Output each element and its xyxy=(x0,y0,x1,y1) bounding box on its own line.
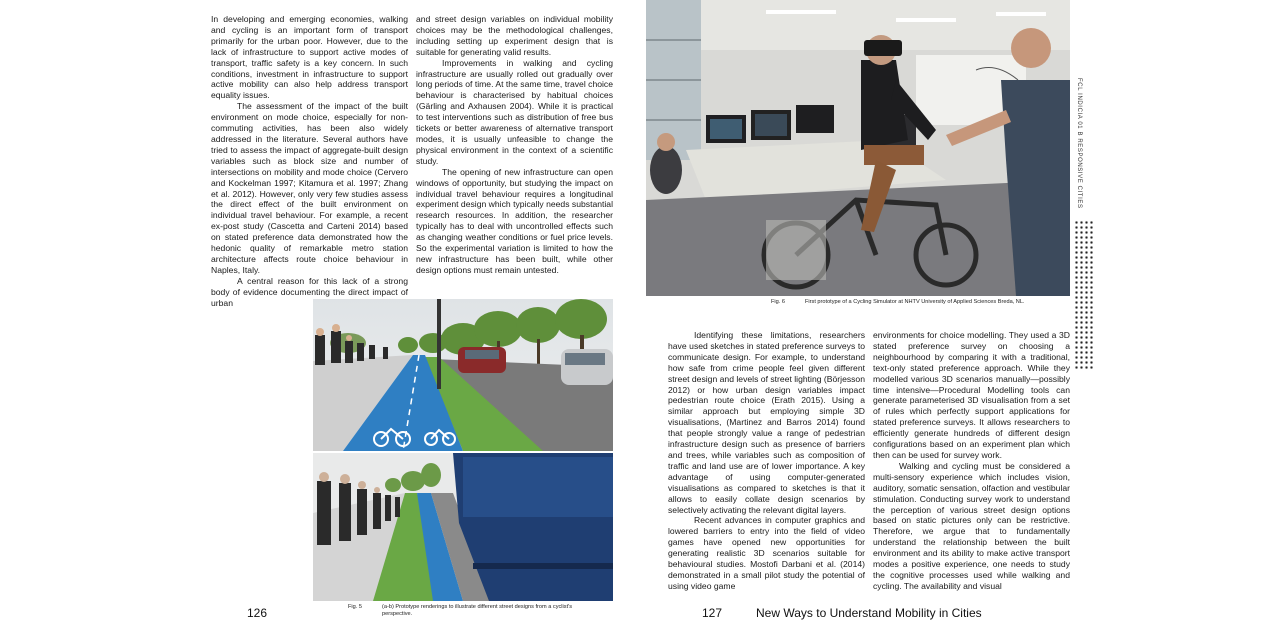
paragraph: The assessment of the impact of the built environment on mode choice, especially for non-commuting activities, has been also widely addressed in the literature. Several authors have tried to assess the impact of aggregate-built design variables such as block size and number of intersections on mobility and mode choice (Cervero and Kockelman 1997; Kitamura et al. 1997; Zhang et al. 2012). However, only very few studies assess the direct effect of the built environment on individual travel behaviour. For example, a recent ex-post study (Cascetta and Carteni 2014) based on stated preference data demonstrated how the hedonic quality of remarkable metro station architecture affects route choice behaviour in Naples, Italy. xyxy=(211,101,408,275)
running-head: New Ways to Understand Mobility in Cities xyxy=(756,606,982,620)
paragraph: Identifying these limitations, researchers have used sketches in stated preference surveys to communicate design. For example, to understand how safe from crime people feel given different street design and levels of street lighting (Börjesson 2012) or how urban design variables impact pedestrian route choice (Erath 2015). Using a similar approach but employing simple 3D visualisations, (Martinez and Barros 2014) found that people strongly value a range of pedestrian infrastructure design such as presence of barriers and trees, while variables such as composition of traffic and land use are of lower importance. A key advantage of using computer-generated visualisations as compared to sketches is that it allows to easily collate design scenarios by selectively activating the relevant digital layers. xyxy=(668,330,865,515)
left-page-column-2 xyxy=(416,14,613,276)
paragraph: Improvements in walking and cycling infrastructure are usually rolled out gradually over long periods of time. At the same time, travel choice behaviour is characterised by habitual choices (Gärling and Axhausen 2004). While it is practical to test interventions such as distribution of free bus tickets or better awareness of alternative transport modes, it is usually unfeasible to change the physical environment in the context of a scientific study. xyxy=(416,57,613,166)
paragraph: environments for choice modelling. They used a 3D stated preference survey on choosing a neighbourhood by comparing it with a traditional, text-only stated preference approach. While they modelled various 3D scenarios manually—possibly time intensive—Procedural Modelling tools can generate parameterised 3D visualisation from a set of rules which perfectly support applications for stated preference surveys. It allows researchers to efficiently generate hundreds of different design configurations based on an experiment plan which then can be used for survey work. xyxy=(873,330,1070,460)
paragraph: Walking and cycling must be considered a multi-sensory experience which includes vision, auditory, somatic sensation, olfaction and vestibular stimulation. Conducting survey work to understand the perception of various street design options based on static pictures only can be restrictive. Therefore, we argue that to fundamentally understand the relationship between the built environment and its ability to make active transport modes a positive experience, one needs to study the cognitive processes used while walking and cycling. The availability and visual xyxy=(873,460,1070,591)
right-page-column-2 xyxy=(873,330,1070,592)
decorative-dot-pattern xyxy=(1074,220,1094,370)
paragraph: The opening of new infrastructure can open windows of opportunity, but studying the impact on individual travel behaviour requires a longitudinal experiment design which typically needs substantial research resources. In addition, the researcher typically has to deal with uncontrolled effects such as changing weather conditions or fuel price levels. So the experimental variation is limited to how the new infrastructure has been built, while other design options must remain untested. xyxy=(416,166,613,275)
page-number-right: 127 xyxy=(702,606,723,620)
figure-5-caption xyxy=(348,604,588,620)
figure-6-caption xyxy=(771,299,1071,307)
paragraph: and street design variables on individual mobility choices may be the methodological challenges, including setting up experiment design that is suitable for generating valid results. xyxy=(416,14,613,57)
left-page-column-1 xyxy=(211,14,408,308)
figure-label: Fig. 5 xyxy=(348,604,362,610)
figure-5b-street-rendering xyxy=(313,453,613,601)
paragraph: A central reason for this lack of a strong body of evidence documenting the direct impact of urban xyxy=(211,275,408,308)
figure-caption-text: First prototype of a Cycling Simulator at NHTV University of Applied Sciences Breda, NL. xyxy=(805,299,1025,305)
figure-label: Fig. 6 xyxy=(771,299,785,305)
page-number-left: 126 xyxy=(247,606,268,620)
paragraph: In developing and emerging economies, walking and cycling is an important form of transport primarily for the urban poor. However, due to the lack of infrastructure to support active modes of transport, traffic safety is a key concern. In such conditions, investment in infrastructure to support active mobility can also help address transport equality issues. xyxy=(211,14,408,101)
side-running-label: FCL INDICIA 01 B RESPONSIVE CITIES xyxy=(1076,78,1082,209)
figure-5a-street-rendering xyxy=(313,299,613,451)
figure-6-cycling-simulator-photo xyxy=(646,0,1070,296)
right-page-column-1 xyxy=(668,330,865,592)
figure-caption-text: (a-b) Prototype renderings to illustrate different street designs from a cyclist's perspective. xyxy=(382,604,572,617)
paragraph: Recent advances in computer graphics and lowered barriers to entry into the field of video games have opened new opportunities for generating realistic 3D scenarios suitable for behavioural studies. Mostofi Darbani et al. (2014) demonstrated in a small pilot study the potential of using video game xyxy=(668,515,865,591)
